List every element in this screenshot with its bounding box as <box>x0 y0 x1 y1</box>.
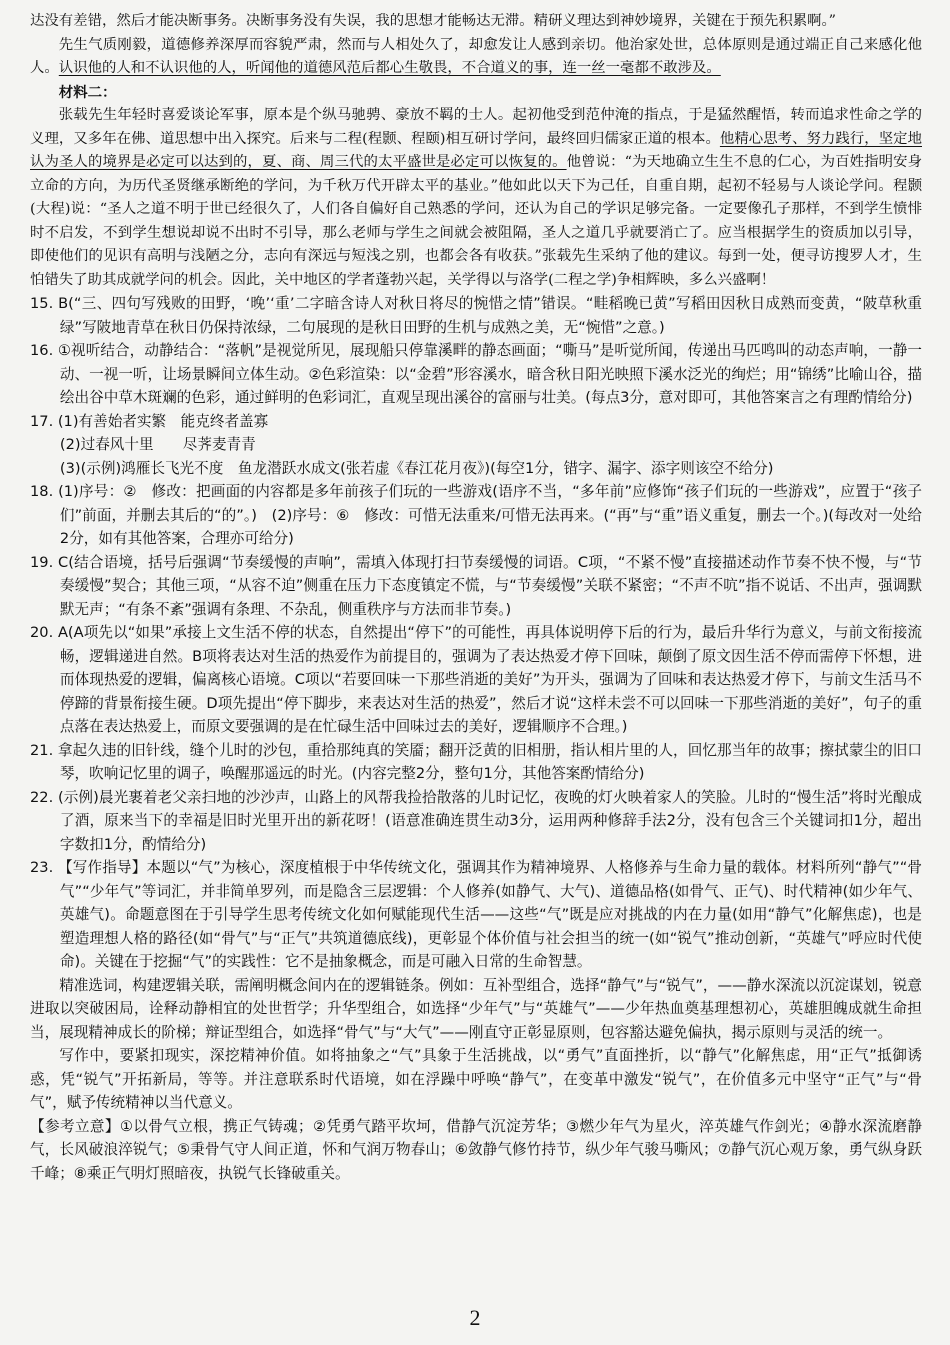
answer-23-paragraph-3: 写作中，要紧扣现实，深挖精神价值。如将抽象之“气”具象于生活挑战，以“勇气”直面挫折，以“静气”化解焦虑，用“正气”抵御诱惑，凭“锐气”开拓新局，等等。并注意联系时代语境，如在浮躁中呼唤“静气”，在变革中激发“锐气”，在价值多元中坚守“正气”与“骨气”，赋予传统精神以当代意义。 <box>30 1047 922 1111</box>
answer-20: 20. A(A项先以“如果”承接上文生活不停的状态，自然提出“停下”的可能性，再具体说明停下后的行为，最后升华行为意义，与前文衔接流畅，逻辑递进自然。B项将表达对生活的热爱作为前提目的，强调为了表达热爱才停下回味，颠倒了原文因生活不停而需停下怀想，进而体现热爱的逻辑，偏离核心语境。C项以“若要回味一下那些消逝的美好”为开头，强调为了回味和表达热爱才停下，与前文生活马不停蹄的背景衔接生硬。D项先提出“停下脚步，来表达对生活的热爱”，然后才说“这样未尝不可以回味一下那些消逝的美好”，句子的重点落在表达热爱上，而原文要强调的是在忙碌生活中回味过去的美好，逻辑顺序不合理。) <box>30 624 922 735</box>
answer-18: 18. (1)序号：② 修改：把画面的内容都是多年前孩子们玩的一些游戏(语序不当，“多年前”应修饰“孩子们玩的一些游戏”，应置于“孩子们”前面，并删去其后的“的”。) (2)序号：⑥ 修改：可惜无法重来/可惜无法再来。(“再”与“重”语义重复，删去一个。)(每改对一处给2分，如有其他答案，合理亦可给分) <box>30 483 922 547</box>
answer-23-reference-themes: 【参考立意】①以骨气立根，携正气铸魂；②凭勇气踏平坎坷，借静气沉淀芳华；③燃少年气为星火，淬英雄气作剑光；④静水深流磨静气，长风破浪淬锐气；⑤秉骨气守人间正道，怀和气润万物春山；⑥敛静气修竹持节，纵少年气骏马嘶风；⑦静气沉心观万象，勇气纵身跃千峰；⑧乘正气明灯照暗夜，执锐气长锋破重关。 <box>30 1117 922 1182</box>
page-number: 2 <box>469 1305 481 1330</box>
answer-17-2: (2)过春风十里 尽荠麦青青 <box>59 436 256 453</box>
material2-text-a: 张载先生年轻时喜爱谈论军事，原本是个纵马驰骋、豪放不羁的士人。起初他受到范仲淹的指点，于是猛然醒悟，转而追求性命之学的义理，又多年在佛、道思想中出入探究。后来与二程(程颢、程颐)相互研讨学问，最终回归儒家正道的根本。 <box>30 107 922 147</box>
material1-paragraph-2-text: 先生气质刚毅，道德修养深厚而容貌严肃，然而与人相处久了，却愈发让人感到亲切。他治家处世，总体原则是通过端正自己来感化他人。 <box>30 36 922 76</box>
answer-23-paragraph-2: 精准选词，构建逻辑关联，需阐明概念间内在的逻辑链条。例如：互补型组合，选择“静气”与“锐气”，——静水深流以沉淀谋划，锐意进取以突破困局，诠释动静相宜的处世哲学；升华型组合，如选择“少年气”与“英雄气”——少年热血奠基理想初心，英雄胆魄成就生命担当，展现精神成长的阶梯；辩证型组合，如选择“骨气”与“大气”——刚直守正彰显原则，包容豁达避免偏执，揭示原则与灵活的统一。 <box>30 976 922 1041</box>
material1-paragraph-2 <box>30 34 922 81</box>
answer-19: 19. C(结合语境，括号后强调“节奏缓慢的声响”，需填入体现打扫节奏缓慢的词语。C项，“不紧不慢”直接描述动作节奏不快不慢，与“节奏缓慢”契合；其他三项，“从容不迫”侧重在压力下态度镇定不慌，与“节奏缓慢”关联不紧密；“不声不吭”指不说话、不出声，强调默默无声；“有条不紊”强调有条理、不杂乱，侧重秩序与方法而非节奏。) <box>30 553 922 618</box>
answer-21: 21. 拿起久违的旧针线，缝个儿时的沙包，重拾那纯真的笑靥；翻开泛黄的旧相册，指认相片里的人，回忆那当年的故事；擦拭蒙尘的旧口琴，吹响记忆里的调子，唤醒那遥远的时光。(内容完整2分，整句1分，其他答案酌情给分) <box>30 741 922 782</box>
page-content <box>30 10 922 1185</box>
material2-text-b: 他曾说：“为天地确立生生不息的仁心，为百姓指明安身立命的方向，为历代圣贤继承断绝的学问，为千秋万代开辟太平的基业。”他如此以天下为己任，自重自期，起初不轻易与人谈论学问。程颢(大程)说：“圣人之道不明于世已经很久了，人们各自偏好自己熟悉的学问，还认为自己的学识足够完备。一定要像孔子那样，不到学生愤悱时不启发，不到学生想说却说不出时不引导，那么老师与学生之间就会被阻隔，圣人之道几乎就要消亡了。应当根据学生的资质加以引导，即使他们的见识有高明与浅陋之分，志向有深远与短浅之别，也都会各有收获。”张载先生采纳了他的建议。每到一处，便寻访搜罗人才，生怕错失了助其成就学问的机会。因此，关中地区的学者蓬勃兴起，关学得以与洛学(二程之学)争相辉映，多么兴盛啊！ <box>30 154 923 288</box>
answer-22: 22. (示例)晨光裹着老父亲扫地的沙沙声，山路上的风帮我捡拾散落的儿时记忆，夜晚的灯火映着家人的笑脸。儿时的“慢生活”将时光酿成了酒，原来当下的幸福是旧时光里开出的新花呀！(语意准确连贯生动3分，运用两种修辞手法2分，没有包含三个关键词扣1分，超出字数扣1分，酌情给分) <box>30 788 922 853</box>
material2-heading: 材料二： <box>58 83 117 101</box>
answer-16: 16. ①视听结合，动静结合：“落帆”是视觉所见，展现船只停靠溪畔的静态画面；“嘶马”是听觉所闻，传递出马匹鸣叫的动态声响，一静一动、一视一听，让场景瞬间立体生动。②色彩渲染：以“金碧”形容溪水，暗含秋日阳光映照下溪水泛光的绚烂；用“锦绣”比喻山谷，描绘出谷中草木斑斓的色彩，通过鲜明的色彩词汇，直观呈现出溪谷的富丽与壮美。(每点3分，意对即可，其他答案言之有理酌情给分) <box>30 342 922 406</box>
answer-17-1: 17. (1)有善始者实繁 能克终者盖寡 <box>30 412 269 430</box>
material2-underlined-sentence: 他精心思考、努力践行，坚定地认为圣人的境界是必定可以达到的，夏、商、周三代的太平盛世是必定可以恢复的。 <box>30 130 922 170</box>
answer-23-writing-guide: 23. 【写作指导】本题以“气”为核心，深度植根于中华传统文化，强调其作为精神境界、人格修养与生命力量的载体。材料所列“静气”“骨气”“少年气”等词汇，并非简单罗列，而是隐含三层逻辑：个人修养(如静气、大气)、道德品格(如骨气、正气)、时代精神(如少年气、英雄气)。命题意图在于引导学生思考传统文化如何赋能现代生活——这些“气”既是应对挑战的内在力量(如用“静气”化解焦虑)，也是塑造理想人格的路径(如“骨气”与“正气”共筑道德底线)，更彰显个体价值与社会担当的统一(如“锐气”推动创新，“英雄气”呼应时代使命)。关键在于挖掘“气”的实践性：它不是抽象概念，而是可融入日常的生命智慧。 <box>30 859 922 970</box>
material2-paragraph <box>30 104 922 292</box>
answer-17-3: (3)(示例)鸿雁长飞光不度 鱼龙潜跃水成文(张若虚《春江花月夜》)(每空1分，错字、漏字、添字则该空不给分) <box>59 459 774 477</box>
answer-15: 15. B(“三、四句写残败的田野，‘晚’‘重’二字暗含诗人对秋日将尽的惋惜之情”错误。“畦稻晚已黄”写稻田因秋日成熟而变黄，“陂草秋重绿”写陂地青草在秋日仍保持浓绿，二句展现的是秋日田野的生机与成熟之美，无“惋惜”之意。) <box>30 295 922 336</box>
material1-paragraph-1: 达没有差错，然后才能决断事务。决断事务没有失误，我的思想才能畅达无滞。精研义理达到神妙境界，关键在于预先积累啊。” <box>30 13 837 29</box>
material1-underlined-sentence: 认识他的人和不认识他的人，听闻他的道德风范后都心生敬畏，不合道义的事，连一丝一毫都不敢涉及。 <box>58 60 721 76</box>
